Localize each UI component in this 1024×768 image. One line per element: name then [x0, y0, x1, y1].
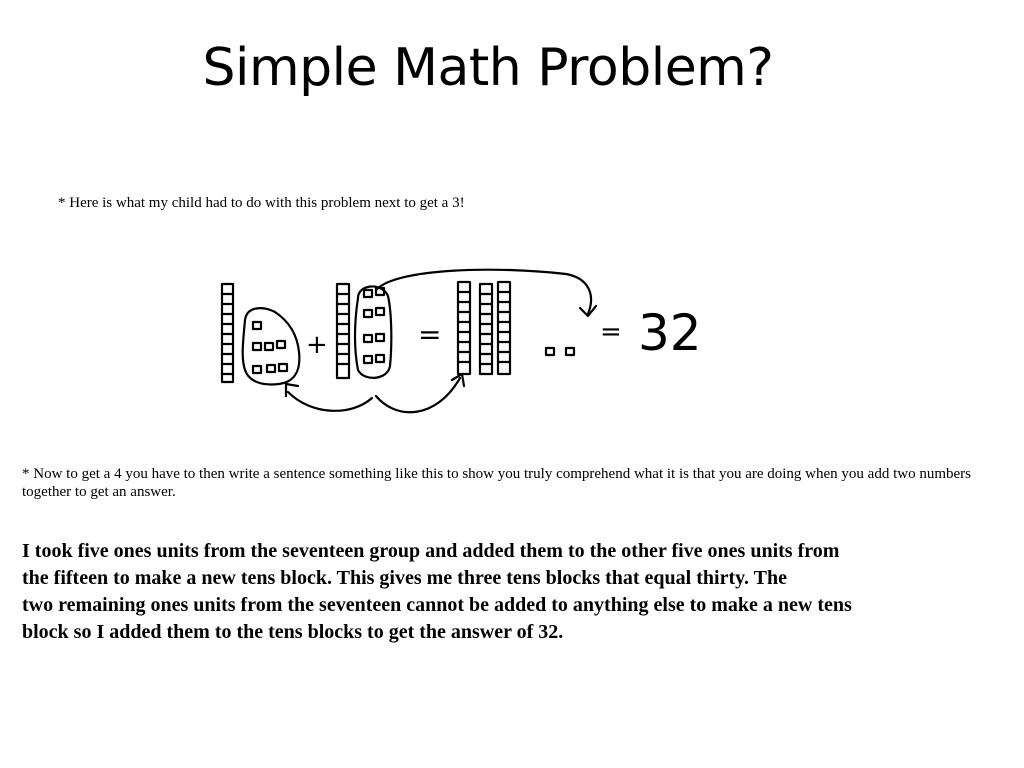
ones-group-2	[355, 286, 391, 377]
arrow-bottom-left	[288, 392, 372, 411]
place-value-drawing	[200, 258, 730, 428]
sentence-line: block so I added them to the tens blocks to get the answer of 32.	[22, 621, 564, 643]
tens-rods-result	[458, 282, 510, 374]
sentence-line: two remaining ones units from the seventeen cannot be added to anything else to make a new tens	[22, 594, 852, 616]
tens-rod-2	[337, 284, 349, 378]
arrow-bottom-right	[376, 378, 460, 412]
ones-remaining	[546, 348, 574, 355]
plus-sign: +	[306, 330, 328, 360]
answer: 32	[638, 304, 702, 362]
tens-rod-1	[222, 284, 233, 382]
equals-sign-2: =	[600, 317, 622, 347]
note-get-a-3: * Here is what my child had to do with this problem next to get a 3!	[58, 195, 465, 211]
ones-group-1	[243, 308, 300, 384]
explanation-sentence	[22, 538, 1022, 646]
equals-sign-1: =	[418, 318, 442, 351]
slide-title: Simple Math Problem?	[202, 38, 774, 98]
sentence-line: I took five ones units from the seventeen group and added them to the other five ones units from	[22, 540, 840, 562]
arrow-top	[376, 270, 591, 314]
note-get-a-4: * Now to get a 4 you have to then write a sentence something like this to show you truly comprehend what it is that you are doing when you add two numbers together to get an answer.	[22, 466, 971, 500]
sentence-line: the fifteen to make a new tens block. This gives me three tens blocks that equal thirty. The	[22, 567, 787, 589]
